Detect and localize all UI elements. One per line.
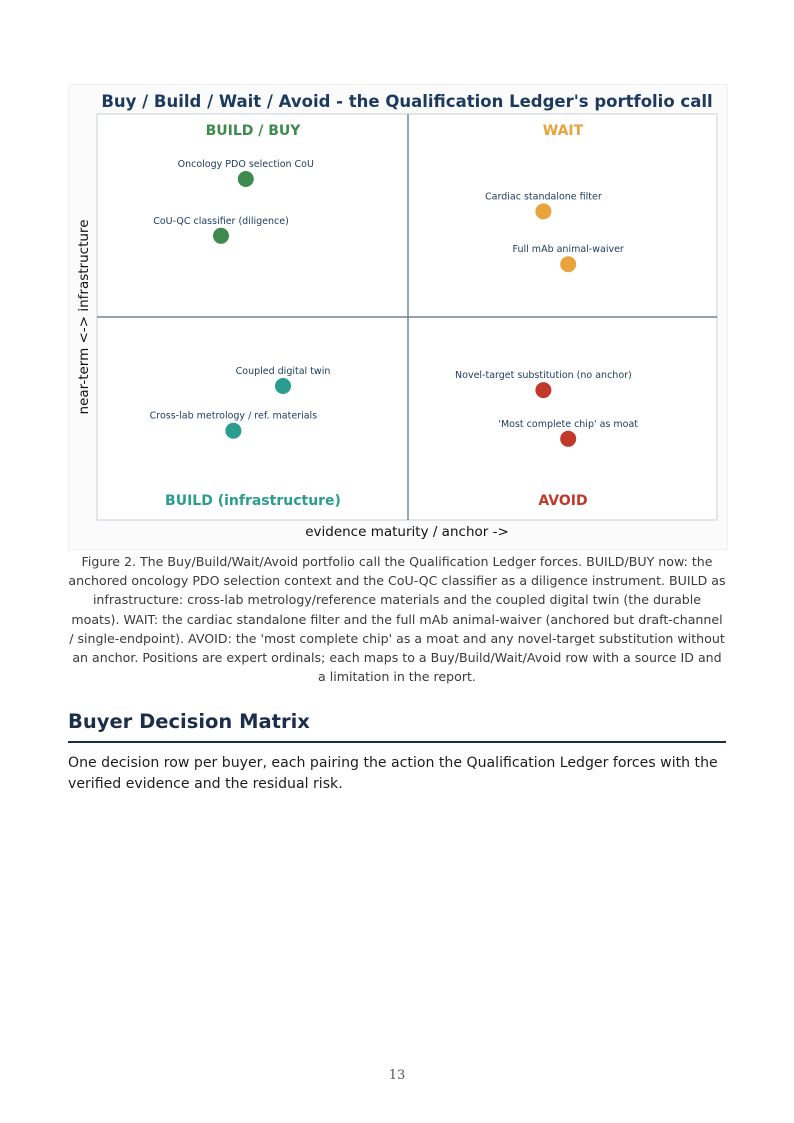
data-point [535,382,551,398]
x-axis-label: evidence maturity / anchor -> [305,524,509,540]
portfolio-chart [69,85,727,549]
figure-caption: Figure 2. The Buy/Build/Wait/Avoid portfolio call the Qualification Ledger forces. BUILD/BUY now: the anchored oncology PDO selection context and the CoU-QC classifier as a diligence instrument. BUILD as infrastructure: cross-lab metrology/reference materials and the coupled digital twin (the durable moats). WAIT: the cardiac standalone filter and the full mAb animal-waiver (anchored but draft-channel / single-endpoint). AVOID: the 'most complete chip' as a moat and any novel-target substitution without an anchor. Positions are expert ordinals; each maps to a Buy/Build/Wait/Avoid row with a source ID and a limitation in the report. [68,554,726,685]
y-axis-label: near-term <-> infrastructure [76,219,92,415]
page-number: 13 [388,1068,406,1083]
data-point-label: Novel-target substitution (no anchor) [455,370,632,382]
data-point-label: Full mAb animal-waiver [512,244,624,256]
data-point-label: Coupled digital twin [235,366,331,377]
data-point [225,423,241,439]
data-point-label: Cross-lab metrology / ref. materials [149,410,318,422]
data-point-label: Oncology PDO selection CoU [177,159,314,170]
data-point-label: Cardiac standalone filter [485,191,602,203]
data-point-label: CoU-QC classifier (diligence) [153,215,289,227]
quadrant-label-top-right: WAIT [542,123,584,139]
data-point [560,431,576,447]
section-divider [68,741,726,743]
data-point [560,256,576,272]
quadrant-label-top-left: BUILD / BUY [205,123,301,139]
section-body: One decision row per buyer, each pairing the action the Qualification Ledger forces with the verified evidence and the residual risk. [68,755,718,792]
quadrant-label-bottom-right: AVOID [538,493,588,509]
chart-title: Buy / Build / Wait / Avoid - the Qualification Ledger's portfolio call [101,92,713,111]
data-point [213,228,229,244]
portfolio-figure [68,84,728,550]
data-point-label: 'Most complete chip' as moat [498,418,639,430]
section-heading: Buyer Decision Matrix [68,710,310,733]
data-point [535,203,551,219]
data-point [275,378,291,394]
quadrant-label-bottom-left: BUILD (infrastructure) [165,493,341,509]
data-point [238,171,254,187]
